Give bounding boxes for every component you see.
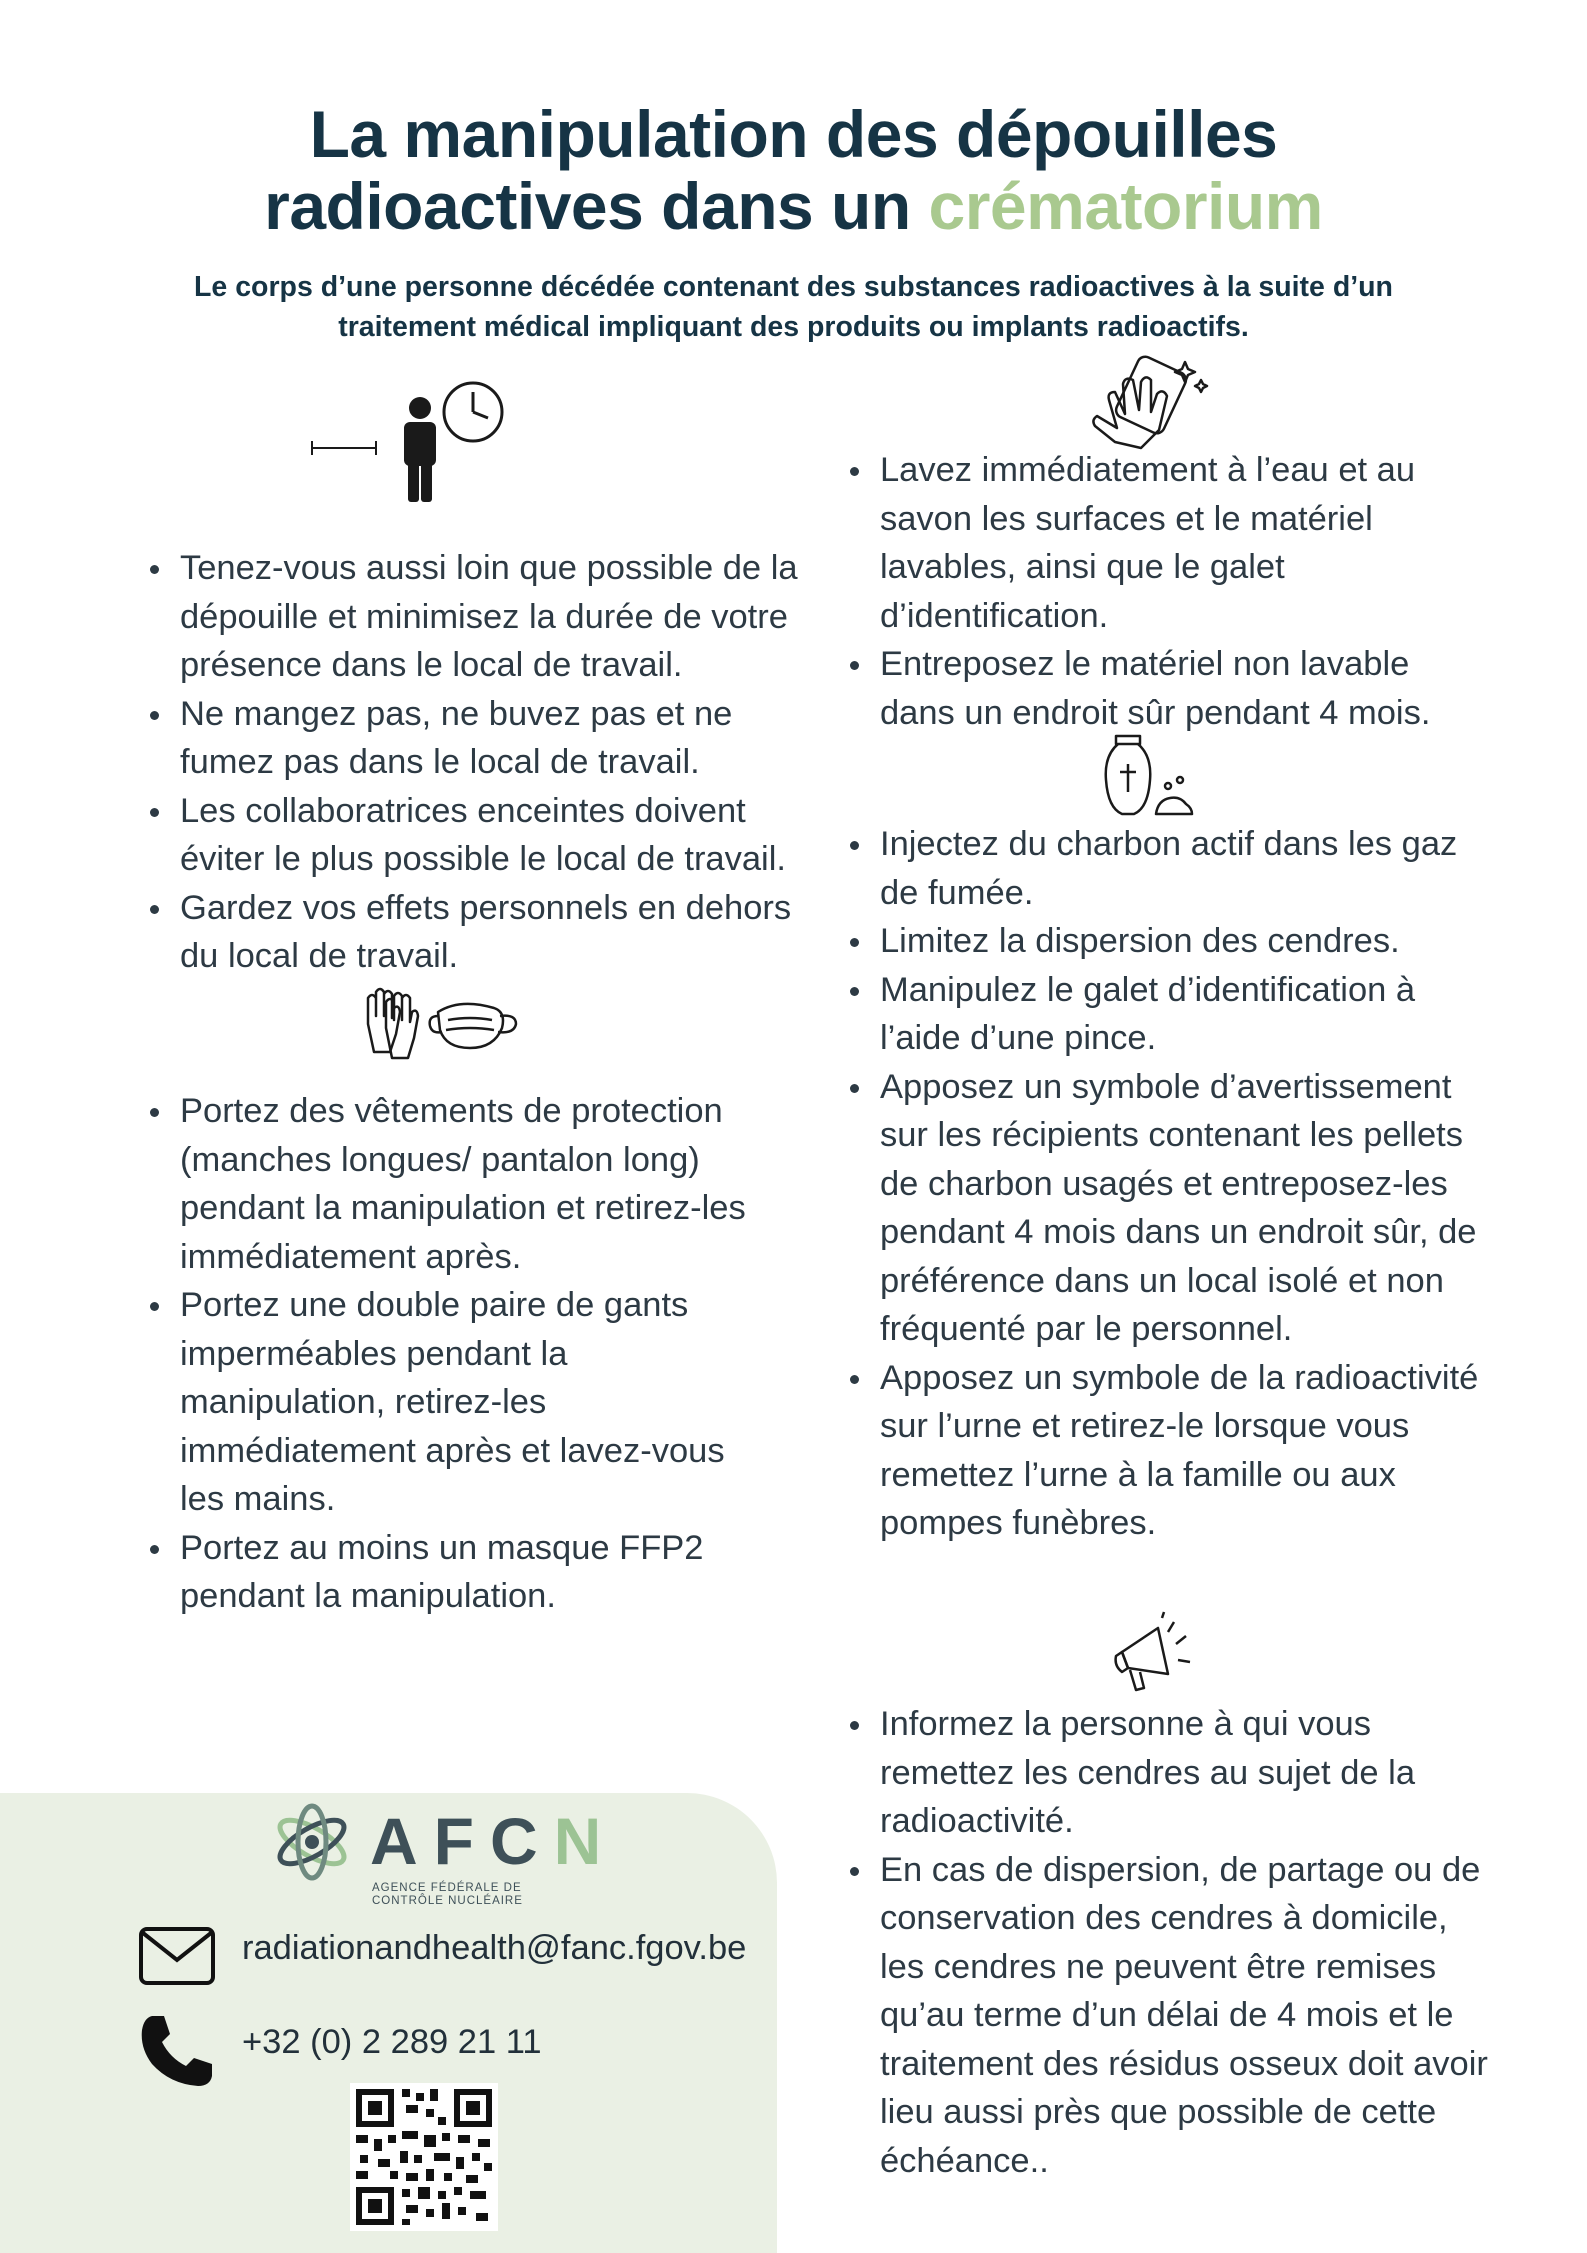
title-line-2: radioactives dans un [264, 169, 929, 243]
list-item: Portez une double paire de gants imperméables pendant la manipulation, retirez-les immédiatement après et lavez-vous les mains. [150, 1281, 770, 1524]
phone-link[interactable]: +32 (0) 2 289 21 11 [242, 2023, 542, 2061]
urn-and-ashes-icon [1100, 730, 1200, 820]
hand-cleaning-icon [1085, 354, 1215, 454]
list-item: Lavez immédiatement à l’eau et au savon les surfaces et le matériel lavables, ainsi que le galet d’identification. [850, 446, 1490, 640]
gloves-and-mask-icon [360, 986, 530, 1066]
left-bullet-list-1 [150, 544, 828, 981]
list-item: Limitez la dispersion des cendres. [850, 917, 1490, 966]
title-accent: crématorium [928, 169, 1323, 243]
left-bullet-list-2 [150, 1087, 770, 1621]
person-distance-clock-icon [308, 378, 508, 508]
list-item: Ne mangez pas, ne buvez pas et ne fumez pas dans le local de travail. [150, 690, 828, 787]
email-link[interactable]: radiationandhealth@fanc.fgov.be [242, 1929, 747, 1967]
list-item: Injectez du charbon actif dans les gaz de fumée. [850, 820, 1490, 917]
logo-wordmark: AFCN [370, 1804, 618, 1878]
list-item: Entreposez le matériel non lavable dans un endroit sûr pendant 4 mois. [850, 640, 1490, 737]
logo-subtitle: AGENCE FÉDÉRALE DE CONTRÔLE NUCLÉAIRE [372, 1882, 523, 1907]
phone-icon [138, 2012, 216, 2090]
megaphone-icon [1108, 1606, 1208, 1696]
qr-code[interactable] [350, 2083, 498, 2231]
envelope-icon [138, 1926, 216, 1986]
list-item: Tenez-vous aussi loin que possible de la dépouille et minimisez la durée de votre présence dans le local de travail. [150, 544, 828, 690]
list-item: Portez des vêtements de protection (manches longues/ pantalon long) pendant la manipulation et retirez-les immédiatement après. [150, 1087, 770, 1281]
right-bullet-list-1 [850, 446, 1490, 737]
title-line-1: La manipulation des dépouilles [309, 97, 1278, 171]
afcn-atom-logo [270, 1800, 354, 1884]
list-item: En cas de dispersion, de partage ou de conservation des cendres à domicile, les cendres ne peuvent être remises qu’au terme d’un délai de 4 mois et le traitement des résidus osseux doit avoir lieu aussi près que possible de cette échéance.. [850, 1846, 1490, 2186]
right-bullet-list-3 [850, 1700, 1490, 2185]
page-title [0, 98, 1587, 242]
list-item: Apposez un symbole d’avertissement sur les récipients contenant les pellets de charbon usagés et entreposez-les pendant 4 mois dans un endroit sûr, de préférence dans un local isolé et non fréquenté par le personnel. [850, 1063, 1490, 1354]
list-item: Portez au moins un masque FFP2 pendant la manipulation. [150, 1524, 770, 1621]
subtitle: Le corps d’une personne décédée contenant des substances radioactives à la suite d’un traitement médical impliquant des produits ou implants radioactifs. [194, 271, 1393, 343]
list-item: Les collaboratrices enceintes doivent éviter le plus possible le local de travail. [150, 787, 828, 884]
list-item: Manipulez le galet d’identification à l’aide d’une pince. [850, 966, 1490, 1063]
list-item: Apposez un symbole de la radioactivité sur l’urne et retirez-le lorsque vous remettez l’urne à la famille ou aux pompes funèbres. [850, 1354, 1490, 1548]
list-item: Gardez vos effets personnels en dehors du local de travail. [150, 884, 828, 981]
list-item: Informez la personne à qui vous remettez les cendres au sujet de la radioactivité. [850, 1700, 1490, 1846]
right-bullet-list-2 [850, 820, 1490, 1548]
